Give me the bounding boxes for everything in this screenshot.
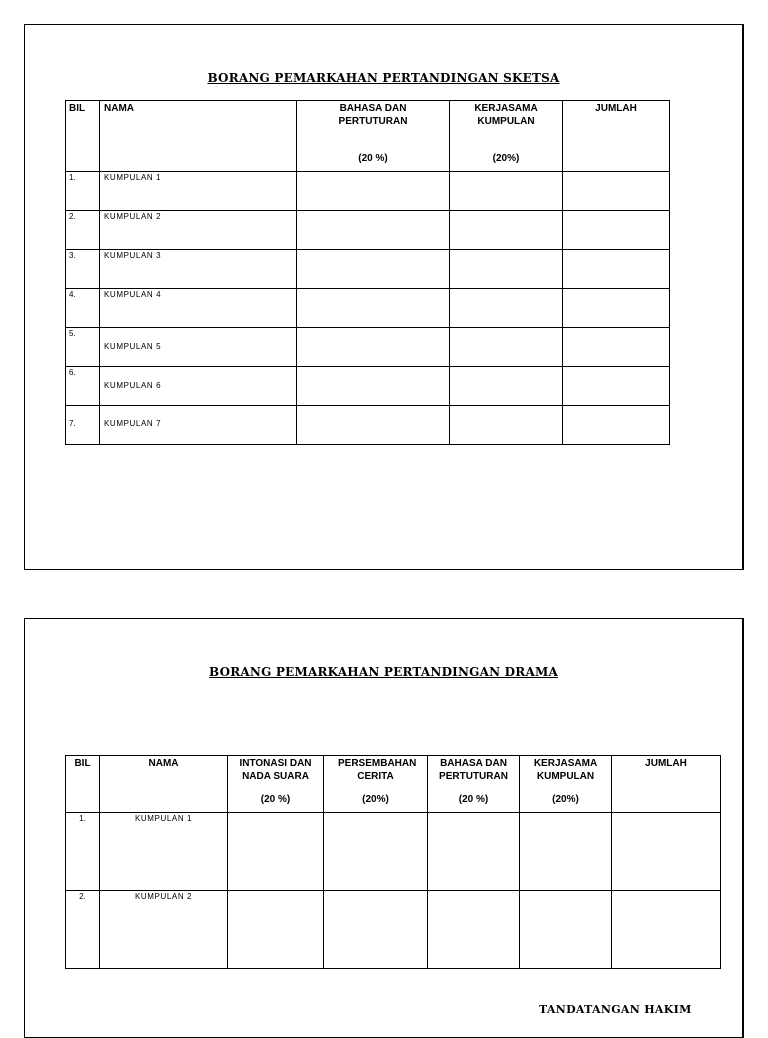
score-cell[interactable]: [520, 891, 612, 969]
table-row: [66, 172, 670, 211]
score-cell[interactable]: [450, 367, 563, 406]
score-cell[interactable]: [450, 211, 563, 250]
header-kerjasama: KERJASAMA KUMPULAN (20%): [450, 101, 563, 172]
row-bil: 7.: [66, 406, 100, 445]
header-persembahan-pct: (20%): [362, 794, 389, 805]
header-kerjasama-pct: (20%): [492, 153, 520, 164]
table-row: [66, 211, 670, 250]
header-nama: NAMA: [100, 756, 228, 813]
row-nama: KUMPULAN 7: [100, 406, 297, 445]
total-cell[interactable]: [563, 328, 670, 367]
row-bil: 2.: [66, 891, 100, 969]
score-cell[interactable]: [520, 813, 612, 891]
row-bil: 6.: [66, 367, 100, 406]
table-row: [66, 367, 670, 406]
row-nama: KUMPULAN 3: [100, 250, 297, 289]
header-bahasa: BAHASA DAN PERTUTURAN (20 %): [428, 756, 520, 813]
score-cell[interactable]: [324, 891, 428, 969]
score-cell[interactable]: [428, 891, 520, 969]
total-cell[interactable]: [563, 250, 670, 289]
drama-score-table: [65, 755, 721, 969]
table-row: [66, 289, 670, 328]
header-kerjasama: KERJASAMA KUMPULAN (20%): [520, 756, 612, 813]
header-jumlah: JUMLAH: [563, 101, 670, 172]
score-cell[interactable]: [450, 328, 563, 367]
row-nama: KUMPULAN 2: [100, 211, 297, 250]
score-cell[interactable]: [450, 406, 563, 445]
header-nama: NAMA: [100, 101, 297, 172]
header-intonasi-pct: (20 %): [260, 794, 291, 805]
sketsa-form-title: BORANG PEMARKAHAN PERTANDINGAN SKETSA: [207, 71, 560, 85]
table-row: [66, 406, 670, 445]
header-persembahan: PERSEMBAHAN CERITA (20%): [324, 756, 428, 813]
header-jumlah: JUMLAH: [612, 756, 721, 813]
total-cell[interactable]: [563, 172, 670, 211]
score-cell[interactable]: [297, 367, 450, 406]
row-nama: KUMPULAN 6: [100, 367, 297, 406]
header-bahasa-pct: (20 %): [358, 153, 388, 164]
total-cell[interactable]: [563, 406, 670, 445]
score-cell[interactable]: [450, 172, 563, 211]
total-cell[interactable]: [612, 891, 721, 969]
row-bil: 5.: [66, 328, 100, 367]
row-nama: KUMPULAN 2: [100, 891, 228, 969]
judge-signature-label: TANDATANGAN HAKIM: [539, 1003, 692, 1016]
header-bil: BIL: [66, 101, 100, 172]
score-cell[interactable]: [297, 406, 450, 445]
drama-form-title: BORANG PEMARKAHAN PERTANDINGAN DRAMA: [209, 665, 558, 679]
header-bil: BIL: [66, 756, 100, 813]
header-kerjasama-pct: (20%): [552, 794, 579, 805]
row-bil: 1.: [66, 813, 100, 891]
score-cell[interactable]: [228, 813, 324, 891]
table-row: [66, 328, 670, 367]
score-cell[interactable]: [297, 250, 450, 289]
row-nama: KUMPULAN 1: [100, 172, 297, 211]
row-bil: 3.: [66, 250, 100, 289]
score-cell[interactable]: [297, 289, 450, 328]
total-cell[interactable]: [563, 367, 670, 406]
score-cell[interactable]: [450, 289, 563, 328]
score-cell[interactable]: [428, 813, 520, 891]
score-cell[interactable]: [450, 250, 563, 289]
score-cell[interactable]: [297, 328, 450, 367]
table-header-row: [66, 101, 670, 172]
total-cell[interactable]: [563, 289, 670, 328]
total-cell[interactable]: [612, 813, 721, 891]
sketsa-score-table: [65, 100, 670, 445]
sketsa-scoring-form: [24, 24, 744, 570]
table-row: [66, 250, 670, 289]
row-bil: 4.: [66, 289, 100, 328]
table-header-row: [66, 756, 721, 813]
score-cell[interactable]: [297, 211, 450, 250]
table-row: [66, 891, 721, 969]
row-bil: 2.: [66, 211, 100, 250]
header-intonasi: INTONASI DAN NADA SUARA (20 %): [228, 756, 324, 813]
header-bahasa-pct: (20 %): [458, 794, 489, 805]
drama-scoring-form: [24, 618, 744, 1038]
score-cell[interactable]: [297, 172, 450, 211]
score-cell[interactable]: [228, 891, 324, 969]
total-cell[interactable]: [563, 211, 670, 250]
score-cell[interactable]: [324, 813, 428, 891]
row-nama: KUMPULAN 5: [100, 328, 297, 367]
row-nama: KUMPULAN 4: [100, 289, 297, 328]
row-bil: 1.: [66, 172, 100, 211]
row-nama: KUMPULAN 1: [100, 813, 228, 891]
header-bahasa: BAHASA DAN PERTUTURAN (20 %): [297, 101, 450, 172]
table-row: [66, 813, 721, 891]
